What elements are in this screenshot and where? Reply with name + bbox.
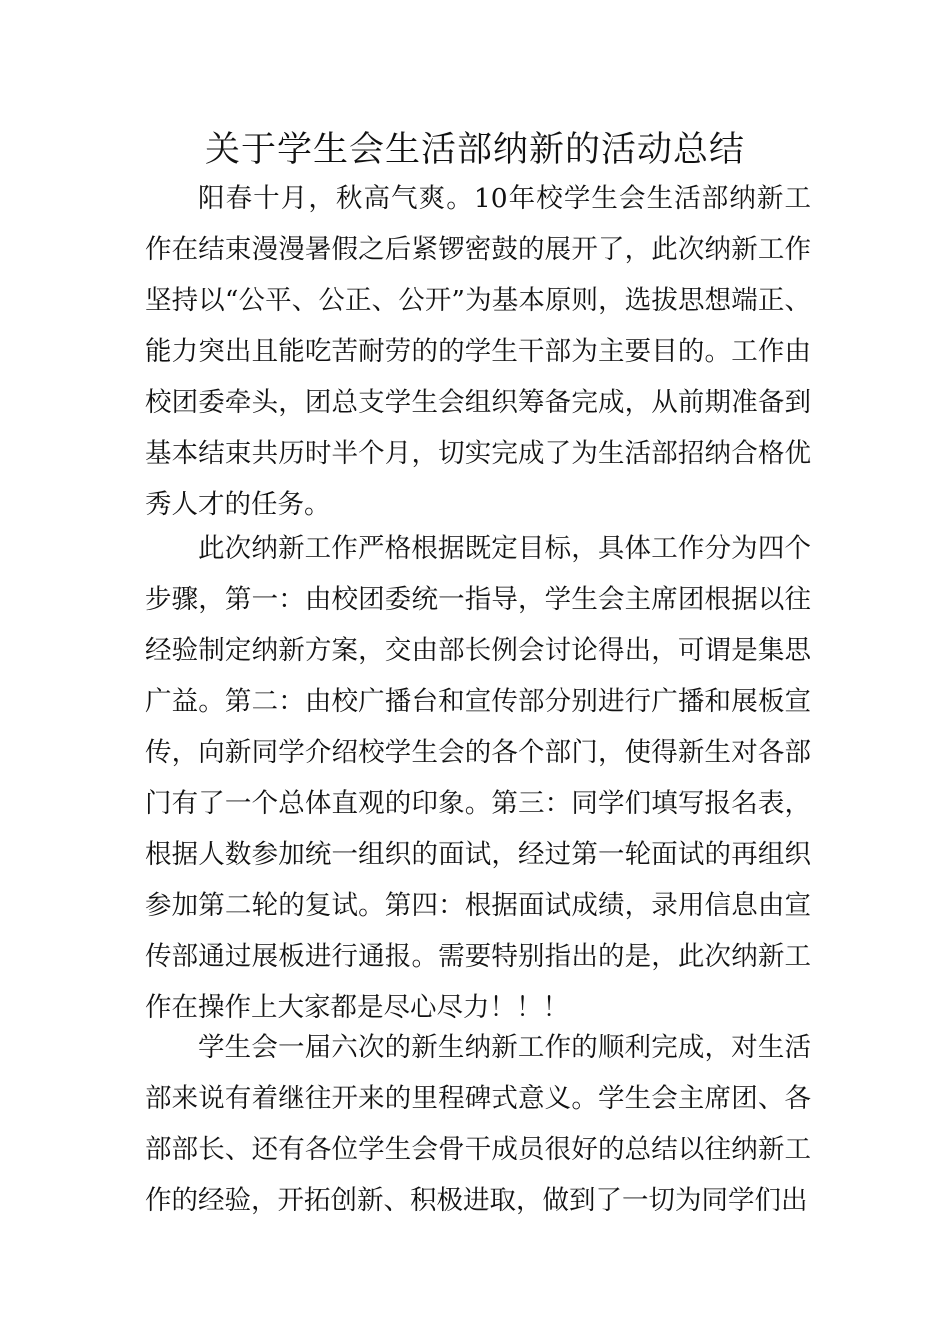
document-title: 关于学生会生活部纳新的活动总结 xyxy=(204,130,745,170)
paragraph-3: 学生会一届六次的新生纳新工作的顺利完成，对生活部来说有着继往开来的里程碑式意义。学生会主席团、各部部长、还有各位学生会骨干成员很好的总结以往纳新工作的经验，开拓创新、积极进取，做到了一切为同学们出 xyxy=(145,1032,811,1216)
paragraph-1: 阳春十月，秋高气爽。10年校学生会生活部纳新工作在结束漫漫暑假之后紧锣密鼓的展开了，此次纳新工作坚持以“公平、公正、公开”为基本原则，选拔思想端正、能力突出且能吃苦耐劳的的学生干部为主要目的。工作由校团委牵头，团总支学生会组织筹备完成，从前期准备到基本结束共历时半个月，切实完成了为生活部招纳合格优秀人才的任务。 xyxy=(145,183,811,520)
paragraph-2: 此次纳新工作严格根据既定目标，具体工作分为四个步骤，第一：由校团委统一指导，学生会主席团根据以往经验制定纳新方案，交由部长例会讨论得出，可谓是集思广益。第二：由校广播台和宣传部分别进行广播和展板宣传，向新同学介绍校学生会的各个部门，使得新生对各部门有了一个总体直观的印象。第三：同学们填写报名表，根据人数参加统一组织的面试，经过第一轮面试的再组织参加第二轮的复试。第四：根据面试成绩，录用信息由宣传部通过展板进行通报。需要特别指出的是，此次纳新工作在操作上大家都是尽心尽力！！！ xyxy=(145,533,811,1023)
